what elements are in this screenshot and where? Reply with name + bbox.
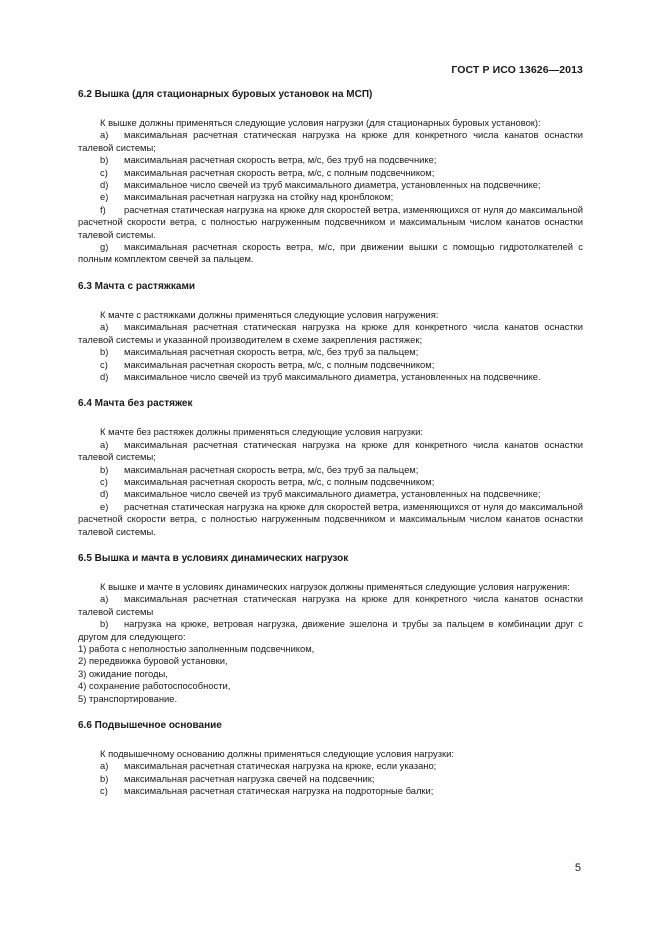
- item-text: максимальная расчетная нагрузка на стойку над кронблоком;: [124, 191, 394, 203]
- section-heading: 6.4 Мачта без растяжек: [78, 398, 193, 410]
- section-6-2: [78, 88, 583, 266]
- list-item: [78, 593, 583, 618]
- item-text: максимальная расчетная статическая нагрузка на крюке для конкретного числа канатов оснастки талевой системы и указанной производителем в схеме закрепления растяжек;: [78, 321, 583, 345]
- item-label: g): [100, 241, 109, 253]
- item-text: максимальная расчетная статическая нагрузка на подроторные балки;: [124, 785, 434, 797]
- section-heading: 6.5 Вышка и мачта в условиях динамических нагрузок: [78, 552, 349, 564]
- list-item: [78, 191, 583, 203]
- item-text: максимальная расчетная скорость ветра, м/с, без труб на подсвечнике;: [124, 154, 437, 166]
- list-item: [78, 618, 583, 643]
- section-heading: 6.6 Подвышечное основание: [78, 720, 222, 732]
- section-6-3: [78, 280, 583, 383]
- list-item: [78, 476, 583, 488]
- numbered-item: 4) сохранение работоспособности,: [78, 680, 231, 692]
- section-6-5: [78, 552, 583, 705]
- list-item: [78, 773, 583, 785]
- section-heading: 6.2 Вышка (для стационарных буровых установок на МСП): [78, 89, 373, 100]
- section-intro: К подвышечному основанию должны применяться следующие условия нагрузки:: [100, 748, 454, 760]
- page-number: 5: [574, 862, 581, 874]
- item-label: a): [100, 760, 109, 772]
- list-item: [78, 179, 583, 191]
- list-item: [78, 241, 583, 266]
- item-label: a): [100, 321, 109, 333]
- list-item: [78, 760, 583, 772]
- item-text: максимальная расчетная скорость ветра, м/с, при движении вышки с помощью гидротолкателей с полным комплектом свечей за пальцем.: [78, 241, 583, 265]
- item-text: максимальная расчетная скорость ветра, м/с, с полным подсвечником;: [124, 166, 435, 178]
- list-item: [78, 464, 583, 476]
- item-text: расчетная статическая нагрузка на крюке для скоростей ветра, изменяющихся от нуля до максимальной расчетной скорости ветра, с полностью нагруженным подсвечником и максимальным числом канатов оснастки талевой системы.: [78, 500, 583, 537]
- item-text: максимальная расчетная скорость ветра, м/с, с полным подсвечником;: [124, 475, 435, 487]
- item-text: максимальное число свечей из труб максимального диаметра, установленных на подсвечнике.: [124, 370, 541, 382]
- list-item: [78, 154, 583, 166]
- item-text: максимальная расчетная нагрузка свечей на подсвечник;: [124, 772, 375, 784]
- item-label: d): [100, 179, 109, 191]
- item-text: максимальная расчетная статическая нагрузка на крюке, если указано;: [124, 760, 437, 772]
- item-label: b): [100, 154, 109, 166]
- document-header: ГОСТ Р ИСО 13626—2013: [451, 64, 583, 76]
- item-label: e): [100, 500, 109, 512]
- item-text: максимальное число свечей из труб максимального диаметра, установленных на подсвечнике;: [124, 488, 541, 500]
- section-6-6: [78, 719, 583, 798]
- item-text: расчетная статическая нагрузка на крюке для скоростей ветра, изменяющихся от нуля до максимальной расчетной скорости ветра, с полностью нагруженным подсвечником и максимальным числом канатов оснастки талевой системы.: [78, 203, 583, 240]
- item-text: максимальная расчетная статическая нагрузка на крюке для конкретного числа канатов оснастки талевой системы: [78, 593, 583, 617]
- item-text: максимальная расчетная статическая нагрузка на крюке для конкретного числа канатов оснастки талевой системы;: [78, 129, 583, 153]
- list-item: [78, 785, 583, 797]
- numbered-item: 2) передвижка буровой установки,: [78, 655, 228, 667]
- item-text: максимальная расчетная статическая нагрузка на крюке для конкретного числа канатов оснастки талевой системы;: [78, 438, 583, 463]
- section-intro: К вышке и мачте в условиях динамических нагрузок должны применяться следующие условия нагружения:: [100, 580, 570, 592]
- item-label: a): [100, 438, 109, 450]
- item-label: c): [100, 166, 108, 178]
- numbered-item: 1) работа с неполностью заполненным подсвечником,: [78, 643, 315, 654]
- item-label: b): [100, 772, 109, 784]
- list-item: [78, 167, 583, 179]
- list-item: [78, 321, 583, 346]
- item-label: d): [100, 370, 109, 382]
- item-text: нагрузка на крюке, ветровая нагрузка, движение эшелона и трубы за пальцем в комбинации друг с другом для следующего:: [78, 618, 583, 642]
- section-6-4: [78, 397, 583, 538]
- item-text: максимальная расчетная скорость ветра, м/с, без труб за пальцем;: [124, 463, 419, 475]
- item-text: максимальная расчетная скорость ветра, м/с, с полным подсвечником;: [124, 358, 435, 370]
- section-intro: К вышке должны применяться следующие условия нагрузки (для стационарных буровых установок):: [100, 117, 541, 128]
- list-item: [78, 129, 583, 154]
- item-label: b): [100, 463, 109, 475]
- item-label: b): [100, 346, 109, 358]
- item-text: максимальная расчетная скорость ветра, м/с, без труб за пальцем;: [124, 346, 419, 358]
- list-item: [78, 204, 583, 241]
- item-label: f): [100, 203, 106, 215]
- document-body: [78, 88, 583, 798]
- item-label: d): [100, 488, 109, 500]
- item-label: b): [100, 618, 109, 630]
- item-text: максимальное число свечей из труб максимального диаметра, установленных на подсвечнике;: [124, 179, 541, 191]
- list-item: [78, 359, 583, 371]
- list-item: [78, 501, 583, 538]
- item-label: c): [100, 785, 108, 797]
- item-label: a): [100, 129, 109, 141]
- item-label: e): [100, 191, 109, 203]
- list-item: [78, 346, 583, 358]
- section-heading: 6.3 Мачта с растяжками: [78, 280, 195, 292]
- item-label: c): [100, 358, 108, 370]
- section-intro: К мачте без растяжек должны применяться следующие условия нагрузки:: [100, 426, 423, 438]
- numbered-item: 3) ожидание погоды,: [78, 667, 168, 679]
- list-item: [78, 439, 583, 464]
- list-item: [78, 371, 583, 383]
- numbered-item: 5) транспортирование.: [78, 692, 178, 704]
- item-label: a): [100, 593, 109, 605]
- item-label: c): [100, 475, 108, 487]
- list-item: [78, 488, 583, 500]
- section-intro: К мачте с растяжками должны применяться следующие условия нагружения:: [100, 308, 439, 320]
